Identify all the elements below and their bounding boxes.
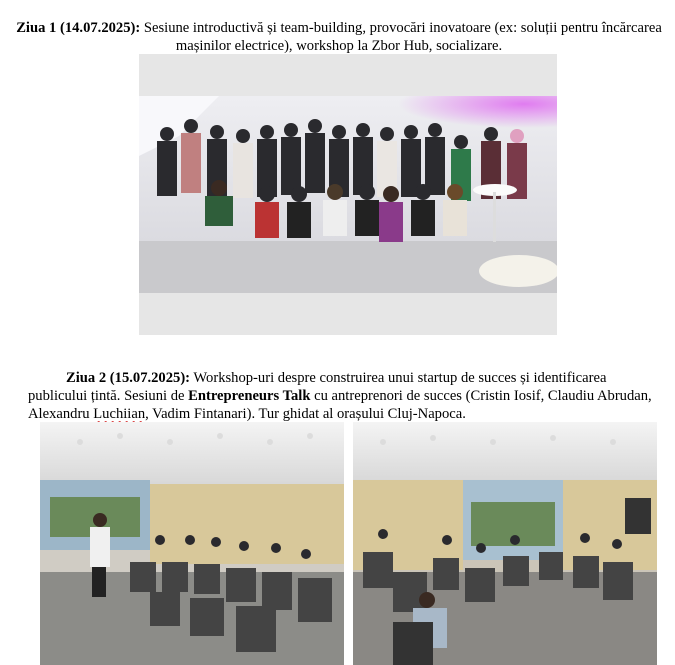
day2-text-c: , Vadim Fintanari). Tur ghidat al orașului Cluj-Napoca. <box>145 405 466 422</box>
day1-label: Ziua 1 (14.07.2025): <box>16 19 141 36</box>
workshop-photo-left <box>40 422 344 665</box>
misspelled-name: Luchiian <box>93 405 146 422</box>
workshop-photo-right <box>353 422 657 665</box>
group-photo <box>139 96 557 293</box>
day2-label: Ziua 2 (15.07.2025): <box>66 369 191 386</box>
entrepreneurs-talk-label: Entrepreneurs Talk <box>188 387 311 404</box>
day2-text-a: Workshop-uri despre construirea unui startup de succes și identificarea publicului țintă. Sesiuni de <box>28 369 607 404</box>
day2-paragraph <box>28 369 662 423</box>
day1-paragraph <box>14 19 664 55</box>
day2-text-b: cu antreprenori de succes (Cristin Iosif, Claudiu Abrudan, Alexandru <box>28 387 652 422</box>
day1-text: Sesiune introductivă și team-building, provocări inovatoare (ex: soluții pentru încărcarea mașinilor electrice), workshop la Zbor Hub, socializare. <box>140 19 662 54</box>
